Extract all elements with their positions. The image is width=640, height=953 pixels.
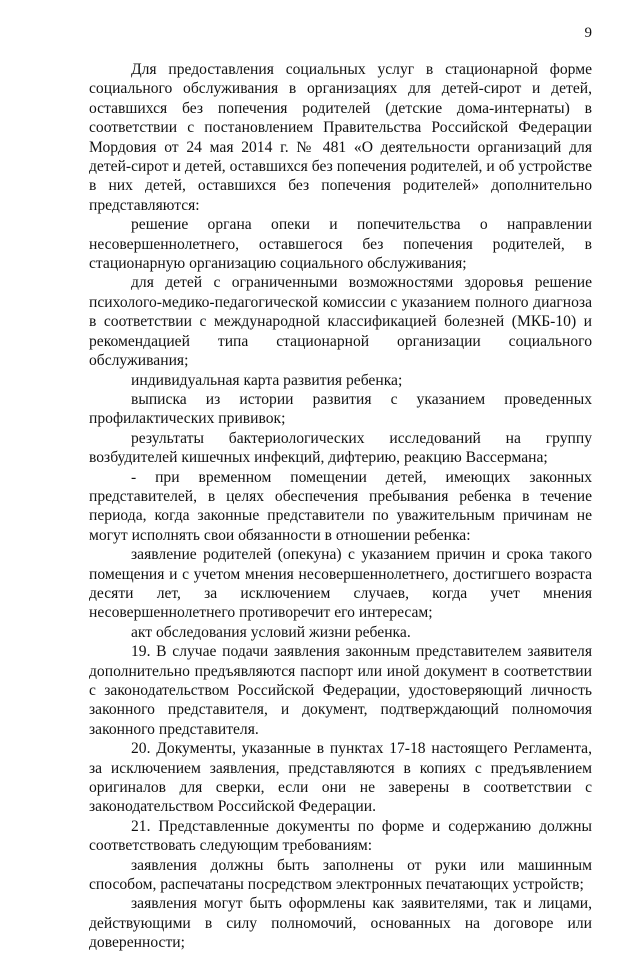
paragraph-development-card: индивидуальная карта развития ребенка; — [131, 371, 403, 389]
paragraph-intro: Для предоставления социальных услуг в стационарной форме социального обслуживания в организациях для детей-сирот и детей, оставшихся без попечения родителей (детские дома-интернаты) в соответствии с постановлением Правительства Российской Федерации Мордовия от 24 мая 2014 г. № 481 «О деятельности организаций для детей-сирот и детей, оставшихся без попечения родителей, и об устройстве в них детей, оставшихся без попечения родителей» дополнительно представляются: — [89, 61, 592, 214]
paragraph-vaccination-extract: выписка из истории развития с указанием проведенных профилактических прививок; — [89, 390, 592, 428]
paragraph-signing-requirements: заявления могут быть оформлены как заявителями, так и лицами, действующими в силу полномочий, основанных на договоре или доверенности; — [89, 895, 592, 952]
paragraph-item-19: 19. В случае подачи заявления законным представителем заявителя дополнительно предъявляются паспорт или иной документ в соответствии с законодательством Российской Федерации, удостоверяющий личность законного представителя, и документ, подтверждающий полномочия законного представителя. — [89, 643, 592, 738]
document-body — [89, 60, 592, 953]
paragraph-item-21: 21. Представленные документы по форме и содержанию должны соответствовать следующим требованиям: — [89, 817, 592, 855]
paragraph-pmpk-decision: для детей с ограниченными возможностями здоровья решение психолого-медико-педагогической комиссии с указанием полного диагноза в соответствии с международной классификацией болезней (МКБ-10) и рекомендацией типа стационарной организации социального обслуживания; — [89, 274, 592, 370]
paragraph-item-20: 20. Документы, указанные в пунктах 17-18 настоящего Регламента, за исключением заявления, представляются в копиях с предъявлением оригиналов для сверки, если они не заверены в соответствии с законодательством Российской Федерации. — [89, 740, 592, 816]
paragraph-parent-statement: заявление родителей (опекуна) с указанием причин и срока такого помещения и с учетом мнения несовершеннолетнего, достигшего возраста десяти лет, за исключением случаев, когда учет мнения несовершеннолетнего противоречит его интересам; — [89, 546, 592, 622]
paragraph-guardianship-decision: решение органа опеки и попечительства о направлении несовершеннолетнего, оставшегося без попечения родителей, в стационарную организацию социального обслуживания; — [89, 216, 592, 273]
paragraph-living-conditions-act: акт обследования условий жизни ребенка. — [131, 623, 411, 641]
page-number: 9 — [584, 25, 592, 41]
paragraph-filling-requirements: заявления должны быть заполнены от руки или машинным способом, распечатаны посредством электронных печатающих устройств; — [89, 856, 592, 894]
paragraph-lab-results: результаты бактериологических исследований на группу возбудителей кишечных инфекций, дифтерию, реакцию Вассермана; — [89, 429, 592, 467]
paragraph-temporary-placement: - при временном помещении детей, имеющих законных представителей, в целях обеспечения пребывания ребенка в течение периода, когда законные представители по уважительным причинам не могут исполнять свои обязанности в отношении ребенка: — [89, 468, 592, 544]
